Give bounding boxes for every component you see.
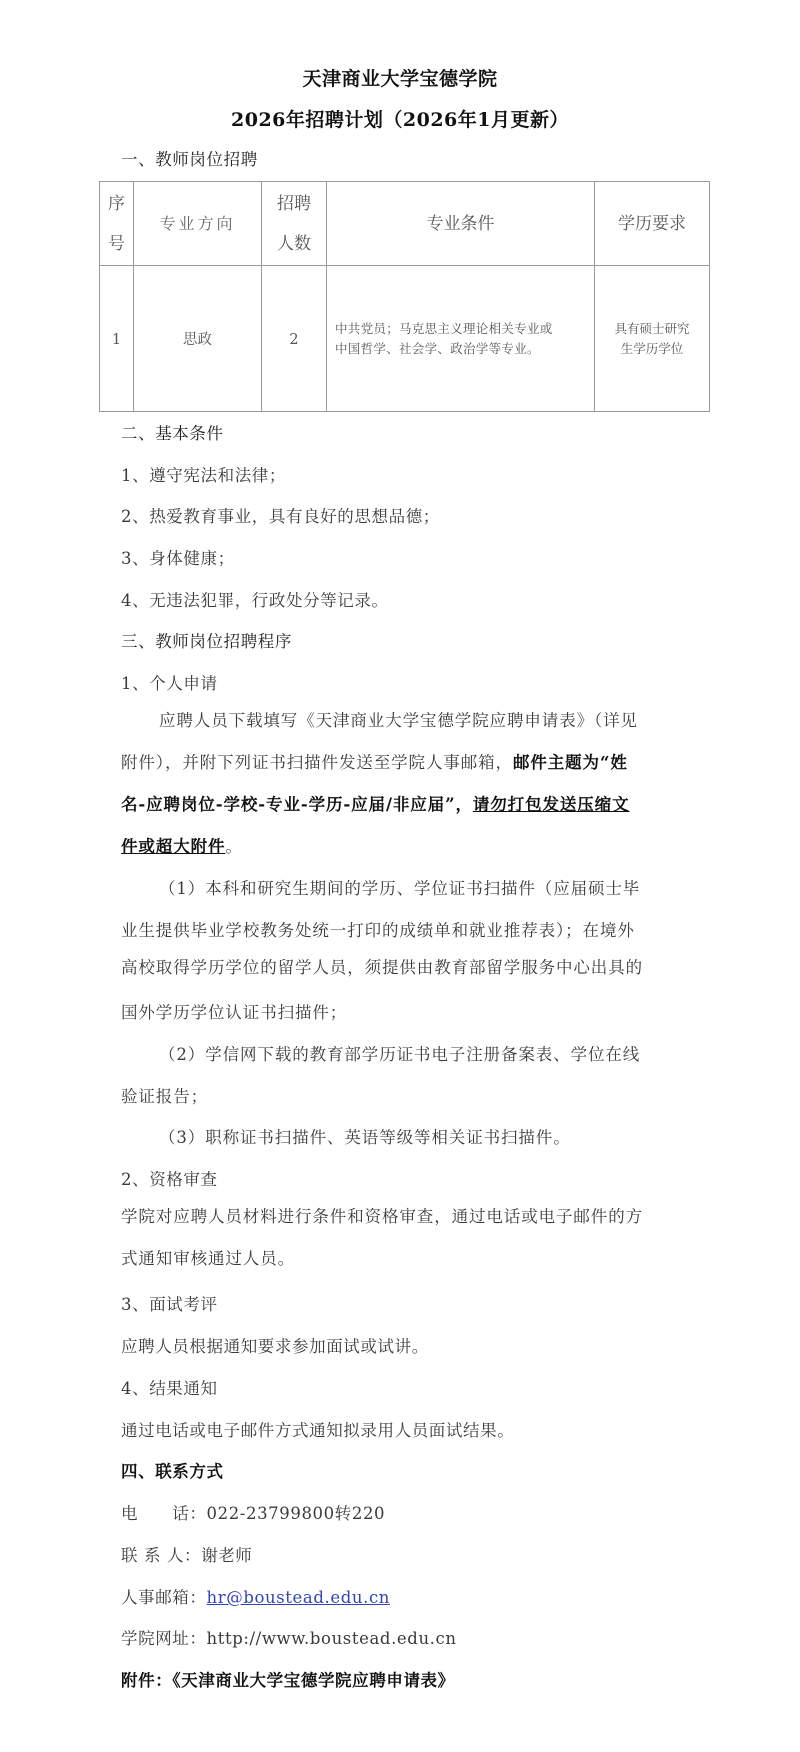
step4-text: 通过电话或电子邮件方式通知拟录用人员面试结果。 xyxy=(121,1421,515,1440)
step3-heading: 3、面试考评 xyxy=(121,1295,218,1314)
requirement-2-line2: 验证报告； xyxy=(121,1087,208,1106)
header-count-line1: 招聘 xyxy=(277,193,311,214)
condition-item-4: 4、无违法犯罪，行政处分等记录。 xyxy=(121,591,389,610)
cell-count-value: 2 xyxy=(289,332,299,348)
website-label: 学院网址： xyxy=(121,1629,207,1648)
step1-line1: 应聘人员下载填写《天津商业大学宝德学院应聘申请表》（详见 xyxy=(159,711,638,730)
requirement-2-line1: （2）学信网下载的教育部学历证书电子注册备案表、学位在线 xyxy=(159,1045,641,1064)
step2-heading: 2、资格审查 xyxy=(121,1170,218,1189)
table-header-row xyxy=(100,182,710,266)
section4-heading: 四、联系方式 xyxy=(121,1462,224,1481)
requirement-3 xyxy=(121,1117,681,1159)
header-count xyxy=(262,182,327,266)
attachment-row xyxy=(121,1667,455,1691)
header-major-label: 专业方向 xyxy=(159,213,236,233)
header-index-line1: 序 xyxy=(108,193,125,214)
phone-value: 022-23799800转220 xyxy=(206,1504,386,1523)
requirement-1-line3: 高校取得学历学位的留学人员，须提供由教育部留学服务中心出具的 xyxy=(121,958,643,977)
step4-heading: 4、结果通知 xyxy=(121,1379,218,1398)
step1-heading: 1、个人申请 xyxy=(121,674,218,693)
email-link[interactable]: hr@boustead.edu.cn xyxy=(206,1588,391,1607)
requirement-1-line2: 业生提供毕业学校教务处统一打印的成绩单和就业推荐表）；在境外 xyxy=(121,921,635,940)
document-subtitle: 2026年招聘计划（2026年1月更新） xyxy=(231,109,569,131)
recruitment-table xyxy=(99,181,710,412)
cell-major xyxy=(134,266,262,412)
header-conditions-label: 专业条件 xyxy=(426,213,495,234)
cell-education xyxy=(595,266,710,412)
cell-major-value: 思政 xyxy=(183,332,212,348)
attachment-label: 附件： xyxy=(121,1671,173,1690)
header-conditions xyxy=(327,182,595,266)
requirement-1 xyxy=(121,868,681,1034)
table-row xyxy=(100,266,710,412)
cell-index xyxy=(100,266,134,412)
period: 。 xyxy=(225,837,243,856)
cell-education-line1: 具有硕士研究 xyxy=(614,320,690,336)
header-index-line2: 号 xyxy=(108,233,125,254)
document-title: 天津商业大学宝德学院 xyxy=(302,68,498,90)
header-education xyxy=(595,182,710,266)
website-row xyxy=(121,1625,457,1649)
section3-heading: 三、教师岗位招聘程序 xyxy=(121,632,292,651)
email-row xyxy=(121,1584,390,1608)
header-index xyxy=(100,182,134,266)
comma: ， xyxy=(455,795,473,814)
email-subject-format-start: 邮件主题为“姓 xyxy=(512,753,628,772)
requirement-2 xyxy=(121,1034,681,1118)
condition-item-3: 3、身体健康； xyxy=(121,549,235,568)
attachment-warning-end: 件或超大附件 xyxy=(121,837,226,856)
header-education-label: 学历要求 xyxy=(618,213,686,234)
condition-item-2: 2、热爱教育事业，具有良好的思想品德； xyxy=(121,507,440,526)
email-subject-format: 名-应聘岗位-学校-专业-学历-应届/非应届” xyxy=(121,795,456,814)
requirement-1-line1: （1）本科和研究生期间的学历、学位证书扫描件（应届硕士毕 xyxy=(159,879,641,898)
contact-value: 谢老师 xyxy=(201,1546,253,1565)
contact-label: 联 系 人： xyxy=(121,1546,202,1565)
cell-conditions-line1: 中共党员；马克思主义理论相关专业或 xyxy=(335,320,553,336)
step2-line2: 式通知审核通过人员。 xyxy=(121,1249,295,1268)
requirement-3-line1: （3）职称证书扫描件、英语等级等相关证书扫描件。 xyxy=(159,1128,571,1147)
step1-line4 xyxy=(121,826,681,868)
section1-heading: 一、教师岗位招聘 xyxy=(121,150,258,169)
step3-text: 应聘人员根据通知要求参加面试或试讲。 xyxy=(121,1337,429,1356)
cell-conditions xyxy=(327,266,595,412)
phone-row xyxy=(121,1500,385,1524)
website-value: http://www.boustead.edu.cn xyxy=(206,1629,457,1648)
header-count-line2: 人数 xyxy=(277,233,311,254)
requirement-1-line4: 国外学历学位认证书扫描件； xyxy=(121,1003,348,1022)
step1-line2-text: 附件），并附下列证书扫描件发送至学院人事邮箱， xyxy=(121,753,513,772)
cell-conditions-line2: 中国哲学、社会学、政治学等专业。 xyxy=(335,340,540,356)
step2-line1: 学院对应聘人员材料进行条件和资格审查，通过电话或电子邮件的方 xyxy=(121,1207,643,1226)
cell-index-value: 1 xyxy=(111,332,122,348)
cell-education-line2: 生学历学位 xyxy=(620,340,684,356)
condition-item-1: 1、遵守宪法和法律； xyxy=(121,466,286,485)
email-label: 人事邮箱： xyxy=(121,1588,207,1607)
step2-paragraph xyxy=(121,1196,681,1280)
phone-label: 电 话： xyxy=(121,1504,207,1523)
step1-paragraph xyxy=(121,700,681,868)
section2-heading: 二、基本条件 xyxy=(121,424,224,443)
attachment-warning-start: 请勿打包发送压缩文 xyxy=(472,795,630,814)
step1-line3 xyxy=(121,784,681,826)
cell-count xyxy=(262,266,327,412)
step1-line2 xyxy=(121,742,681,784)
header-major xyxy=(134,182,262,266)
attachment-name: 《天津商业大学宝德学院应聘申请表》 xyxy=(172,1671,455,1690)
contact-row xyxy=(121,1542,252,1566)
